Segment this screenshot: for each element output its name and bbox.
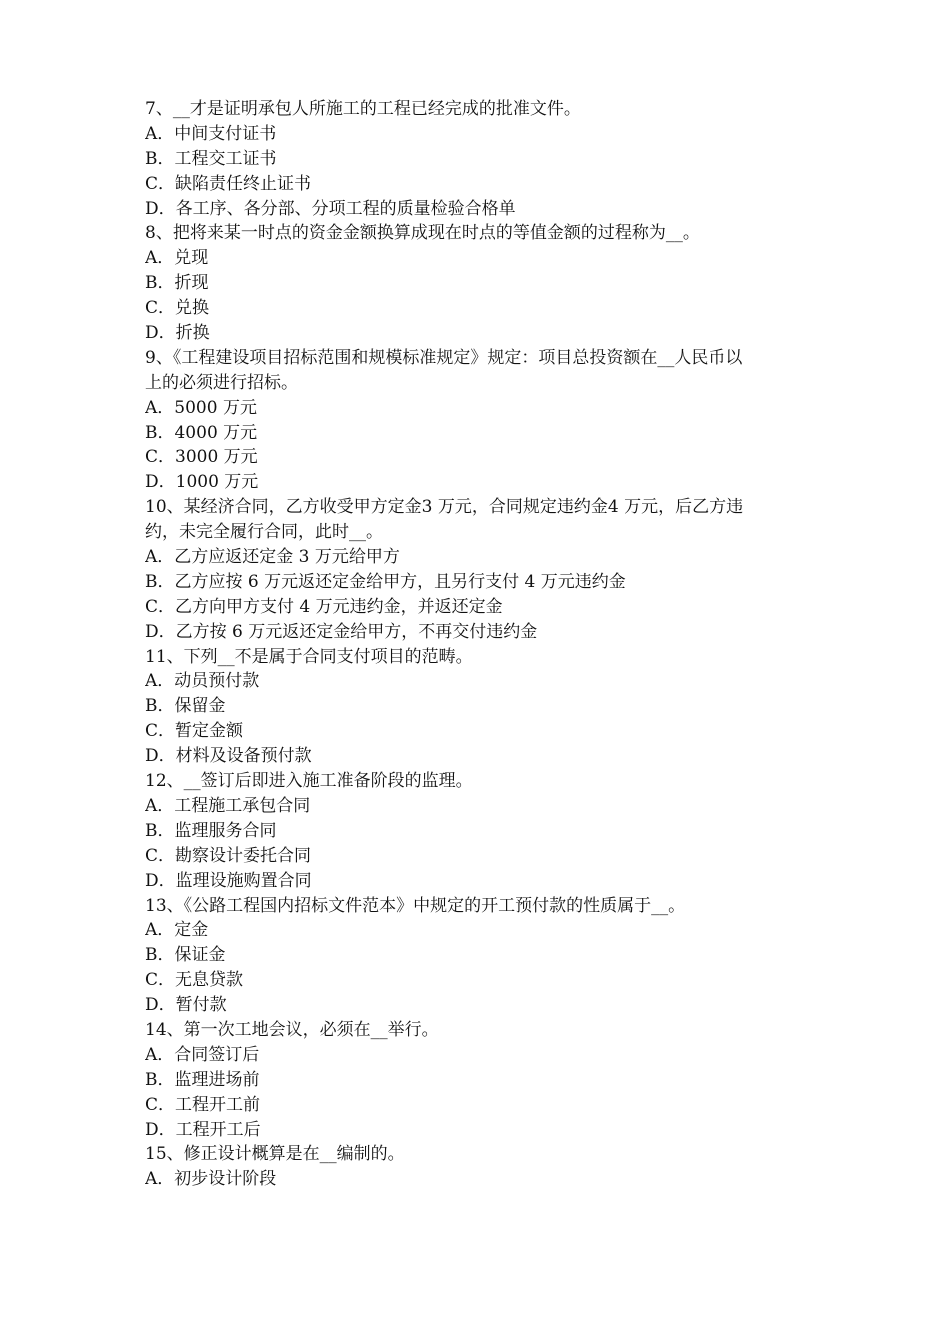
text-line: B．4000 万元 [145,422,258,443]
text-line: 8、把将来某一时点的资金金额换算成现在时点的等值金额的过程称为__。 [145,223,700,244]
text-line: 约，未完全履行合同，此时__。 [145,522,383,543]
text-line: 14、第一次工地会议，必须在__举行。 [145,1019,439,1040]
text-line: A．定金 [145,920,209,941]
text-line: C．乙方向甲方支付 4 万元违约金，并返还定金 [145,596,503,617]
text-line: B．监理进场前 [145,1069,260,1090]
text-line: 13、《公路工程国内招标文件范本》中规定的开工预付款的性质属于__。 [145,895,686,916]
document-body [145,97,815,1192]
text-line: A．合同签订后 [145,1044,260,1065]
text-line: 上的必须进行招标。 [145,372,298,393]
text-line: A．中间支付证书 [145,123,277,144]
text-line: B．乙方应按 6 万元返还定金给甲方，且另行支付 4 万元违约金 [145,571,626,592]
text-line: A．乙方应返还定金 3 万元给甲方 [145,547,400,568]
text-line: B．保证金 [145,945,226,966]
text-line: 7、__才是证明承包人所施工的工程已经完成的批准文件。 [145,99,581,119]
text-line: B．监理服务合同 [145,820,277,841]
text-line: C．暂定金额 [145,721,244,742]
text-line: D．工程开工后 [145,1119,261,1140]
text-line: A．动员预付款 [145,671,260,692]
text-line: A．兑现 [145,248,209,269]
text-line: 11、下列__不是属于合同支付项目的范畴。 [145,646,473,667]
text-line: 10、某经济合同，乙方收受甲方定金3 万元，合同规定违约金4 万元，后乙方违 [145,497,744,518]
text-line: C．工程开工前 [145,1094,261,1115]
text-line: A．初步设计阶段 [145,1169,277,1190]
text-line: C．无息贷款 [145,970,244,991]
text-line: B．折现 [145,273,209,294]
text-line: 15、修正设计概算是在__编制的。 [145,1144,405,1165]
text-line: D．暂付款 [145,995,227,1016]
text-line: B．工程交工证书 [145,148,277,169]
text-line: D．乙方按 6 万元返还定金给甲方，不再交付违约金 [145,621,538,642]
text-line: B．保留金 [145,696,226,717]
text-line: A．5000 万元 [145,397,257,418]
text-line: C．勘察设计委托合同 [145,845,312,866]
text-line: A．工程施工承包合同 [145,795,311,816]
text-line: C．兑换 [145,298,210,319]
text-line: D．各工序、各分部、分项工程的质量检验合格单 [145,198,516,219]
text-line: D．折换 [145,323,210,344]
text-line: C．3000 万元 [145,447,258,468]
text-line: D．1000 万元 [145,472,259,493]
text-line: 12、__签订后即进入施工准备阶段的监理。 [145,771,473,792]
text-line: C．缺陷责任终止证书 [145,173,312,194]
text-line: D．监理设施购置合同 [145,870,312,891]
text-line: D．材料及设备预付款 [145,746,312,767]
text-line: 9、《工程建设项目招标范围和规模标准规定》规定：项目总投资额在__人民币以 [145,347,743,368]
